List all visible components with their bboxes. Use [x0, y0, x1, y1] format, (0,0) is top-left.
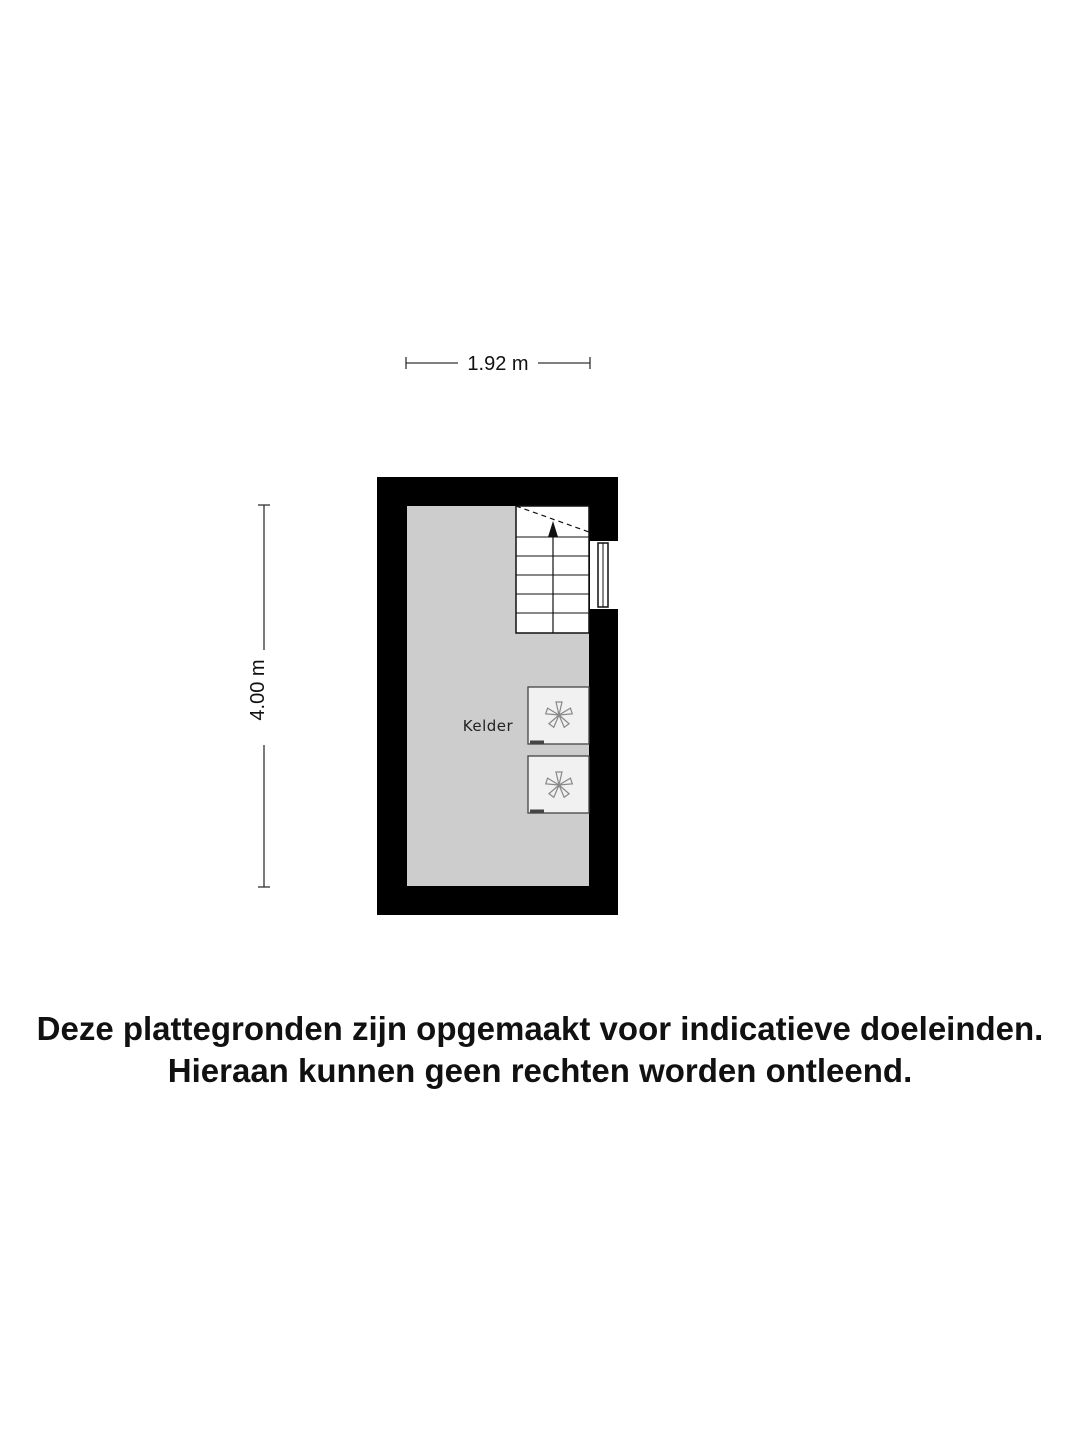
dryer-icon	[528, 756, 589, 813]
width-dimension	[406, 353, 590, 375]
window	[590, 541, 621, 609]
disclaimer-line-2: Hieraan kunnen geen rechten worden ontleend.	[167, 1052, 913, 1089]
disclaimer-line-1: Deze plattegronden zijn opgemaakt voor indicatieve doeleinden.	[36, 1010, 1044, 1047]
room-label: Kelder	[462, 717, 514, 735]
height-dimension	[247, 505, 270, 887]
disclaimer	[0, 1008, 1080, 1092]
staircase	[516, 506, 589, 633]
width-label: 1.92 m	[467, 353, 529, 375]
washing-machine-icon	[528, 687, 589, 744]
height-label: 4.00 m	[247, 659, 269, 721]
